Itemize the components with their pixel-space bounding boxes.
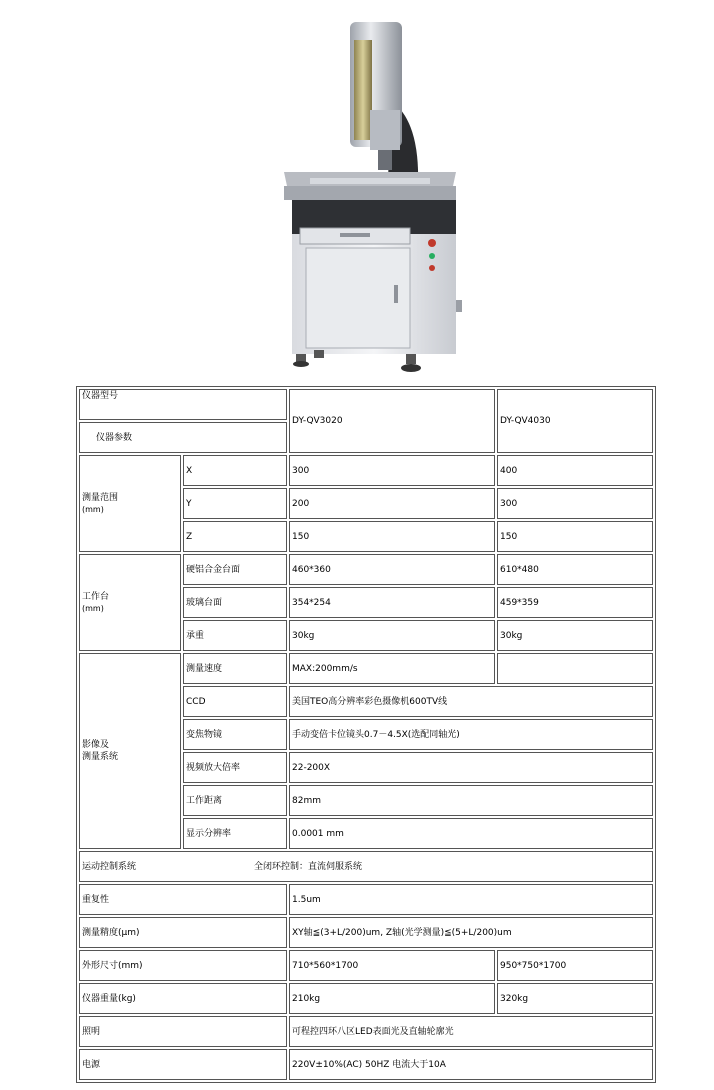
motion-control-cell [79,851,653,882]
value-cell-a: 210kg [289,983,495,1014]
value-cell-span: 手动变倍卡位镜头0.7－4.5X(选配同轴光) [289,719,653,750]
range-label: 测量范围 [82,492,119,503]
param-name-cell: 外形尺寸(mm) [79,950,287,981]
value-cell-b: 459*359 [497,587,653,618]
param-name-cell: 仪器重量(kg) [79,983,287,1014]
model-cell-a: DY-QV3020 [289,389,495,453]
model-cell-b: DY-QV4030 [497,389,653,453]
value-cell-span: 22-200X [289,752,653,783]
param-name-cell: 重复性 [79,884,287,915]
table-row [79,1049,653,1080]
param-name-cell: CCD [183,686,287,717]
value-cell-a: 460*360 [289,554,495,585]
axis-cell: X [183,455,287,486]
worktable-group-label [79,554,181,651]
value-cell-span: 1.5um [289,884,653,915]
value-cell-a: 150 [289,521,495,552]
value-cell-span: XY轴≦(3+L/200)um, Z轴(光学测量)≦(5+L/200)um [289,917,653,948]
motion-label: 运动控制系统 [82,861,137,872]
value-cell-span: 220V±10%(AC) 50HZ 电流大于10A [289,1049,653,1080]
value-cell-b: 150 [497,521,653,552]
param-name-cell: 照明 [79,1016,287,1047]
range-group-label [79,455,181,552]
value-cell-a: 354*254 [289,587,495,618]
table-row [79,917,653,948]
value-cell-b: 400 [497,455,653,486]
param-name-cell: 测量速度 [183,653,287,684]
table-row [79,851,653,882]
param-name-cell: 电源 [79,1049,287,1080]
table-row [79,884,653,915]
param-name-cell: 变焦物镜 [183,719,287,750]
param-name-cell: 测量精度(μm) [79,917,287,948]
value-cell-a: 200 [289,488,495,519]
value-cell-a: 710*560*1700 [289,950,495,981]
axis-cell: Y [183,488,287,519]
value-cell-a: MAX:200mm/s [289,653,495,684]
axis-cell: Z [183,521,287,552]
imaging-label-line1: 影像及 [82,740,110,750]
param-name-cell: 承重 [183,620,287,651]
value-cell-span: 可程控四环八区LED表面光及直轴轮廓光 [289,1016,653,1047]
model-label-cell: 仪器型号 [79,389,287,420]
measuring-machine-illustration [270,10,470,380]
param-name-cell: 工作距离 [183,785,287,816]
table-row [79,389,653,420]
param-name-cell: 视频放大倍率 [183,752,287,783]
imaging-group-label [79,653,181,849]
param-name-cell: 显示分辨率 [183,818,287,849]
table-row [79,950,653,981]
table-row [79,1016,653,1047]
value-cell-b: 320kg [497,983,653,1014]
value-cell-b: 950*750*1700 [497,950,653,981]
table-row [79,455,653,486]
table-row [79,983,653,1014]
value-cell-span: 82mm [289,785,653,816]
value-cell-span: 美国TEO高分辨率彩色摄像机600TV线 [289,686,653,717]
value-cell-b: 610*480 [497,554,653,585]
motion-value: 全闭环控制：直流伺服系统 [254,861,363,872]
worktable-unit: (mm) [82,603,104,613]
range-unit: (mm) [82,504,104,514]
spec-table [76,386,656,1083]
value-cell-span: 0.0001 mm [289,818,653,849]
param-name-cell: 硬铝合金台面 [183,554,287,585]
table-row [79,554,653,585]
product-image [270,10,470,380]
param-name-cell: 玻璃台面 [183,587,287,618]
table-row [79,653,653,684]
value-cell-a: 300 [289,455,495,486]
value-cell-a: 30kg [289,620,495,651]
value-cell-b [497,653,653,684]
params-label-cell: 仪器参数 [79,422,287,453]
imaging-label-line2: 测量系统 [82,752,119,762]
value-cell-b: 300 [497,488,653,519]
value-cell-b: 30kg [497,620,653,651]
worktable-label: 工作台 [82,591,110,602]
